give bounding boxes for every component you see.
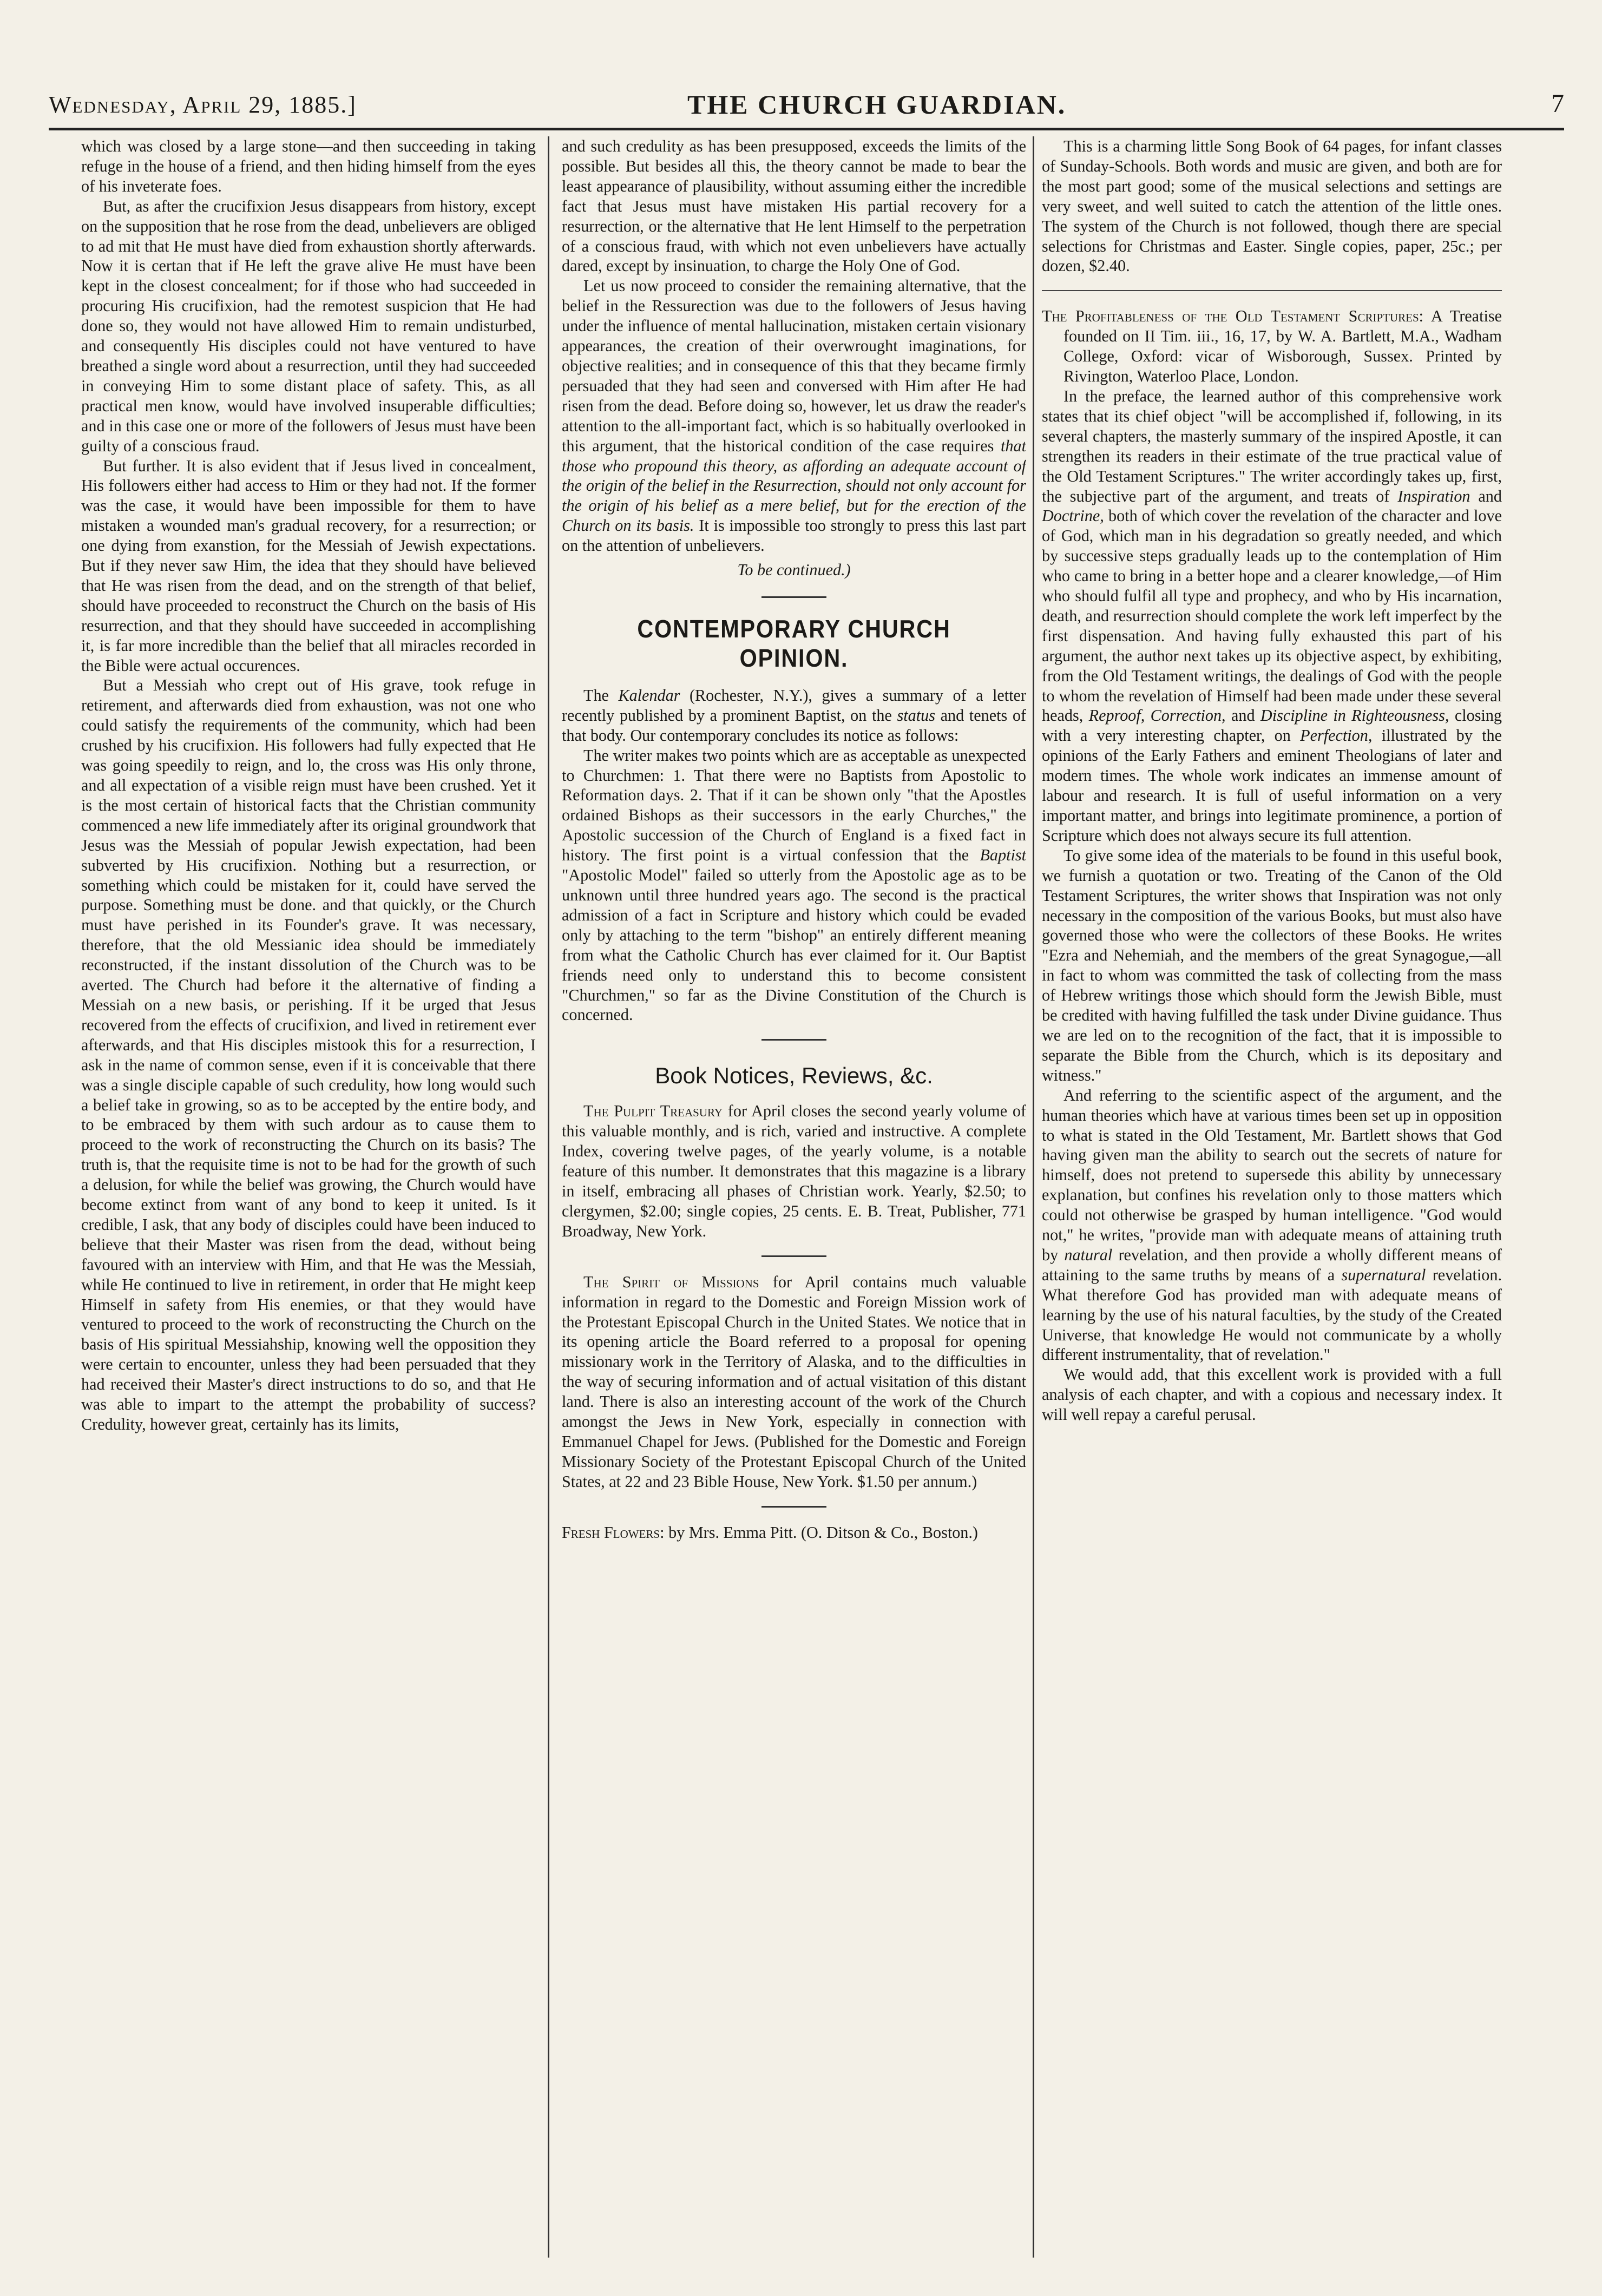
column-1	[81, 136, 536, 2266]
review-paragraph: In the preface, the learned author of this comprehensive work states that its chief object "will be accomplished if, following, in its several chapters, the masterly summary of the inspired Apostle, it can strengthen its readers in their estimate of the true practical value of the Old Testament Scriptures." The writer accordingly takes up, first, the subjective part of the argument, and treats of Inspiration and Doctrine, both of which cover the revelation of the character and love of God, which man in his degradation so greatly needed, and which by successive steps gradually leads up to the contemplation of Him who came to bring in a better hope and a clearer knowledge,—of Him who should fulfil all type and prophecy, and who by His incarnation, death, and resurrection should complete the work left imperfect by the first dispensation. And having fully exhausted this part of his argument, the author next takes up its objective aspect, by exhibiting, from the Old Testament writings, the dealings of God with the people to whom the revelation of Himself had been made under these several heads, Reproof, Correction, and Discipline in Righteousness, closing with a very interesting chapter, on Perfection, illustrated by the opinions of the Early Fathers and eminent Theologians of later and modern times. The whole work indicates an immense amount of labour and research. It is full of useful information on a very important matter, and brings into legitimate prominence, a portion of Scripture which does not always secure its full attention.	[1042, 386, 1502, 845]
header-rule	[49, 128, 1564, 130]
opinion-quote: The writer makes two points which are as acceptable as unexpected to Churchmen: 1. That there were no Baptists from Apostolic to Reformation days. 2. That if it can be shown only "that the Apostles ordained Bishops as their successors in the early Churches," the Apostolic succession of the Church of England is a fixed fact in history. The first point is a virtual confession that the Baptist "Apostolic Model" failed so utterly from the Apostolic age as to be unknown until three hundred years ago. The second is the practical admission of a fact in Scripture and history which could be evaded only by attaching to the term "bishop" an entirely different meaning from what the Catholic Church has ever claimed for it. Our Baptist friends need only to understand this to become consistent "Churchmen," so far as the Divine Constitution of the Church is concerned.	[562, 746, 1026, 1024]
column-divider	[1033, 136, 1034, 2258]
column-2	[562, 136, 1026, 2266]
article-paragraph: Let us now proceed to consider the remaining alternative, that the belief in the Ressurection was due to the followers of Jesus having under the influence of mental hallucination, mistaken certain visionary appearances, the creation of their overwrought imaginations, for objective realities; and in consequence of this that they became firmly persuaded that they had seen and conversed with Him after He had risen from the dead. Before doing so, however, let us draw the reader's attention to the all-important fact, which is so habitually overlooked in this argument, that the historical condition of the case requires that those who propound this theory, as affording an adequate account of the origin of the belief in the Resurrection, should not only account for the origin of his belief as a mere belief, but for the erection of the Church on its basis. It is impossible too strongly to press this last part on the attention of unbelievers.	[562, 277, 1026, 555]
section-heading-books: Book Notices, Reviews, &c.	[655, 1063, 933, 1089]
article-paragraph: But, as after the crucifixion Jesus disappears from history, except on the supposition that he rose from the dead, unbelievers are obliged to ad mit that He must have died from exhaustion shortly afterwards. Now it is certan that if He left the grave alive He must have been kept in the closest concealment; for if those who had succeeded in procuring His crucifixion, had the remotest suspicion that He had done so, they would not have allowed Him to remain undisturbed, and consequently His disciples could not have ventured to have breathed a single word about a resurrection, until they had succeeded in conveying Him to some distant place of safety. This, as all practical men know, would have involved insuperable difficulties; and in this case one or more of the followers of Jesus must have been guilty of a conscious fraud.	[81, 196, 536, 455]
issue-date: Wednesday, April 29, 1885.]	[49, 91, 357, 118]
book-notice-title: The Profitableness of the Old Testament Scriptures: A Treatise founded on II Tim. iii., 16, 17, by W. A. Bartlett, M.A., Wadham College, Oxford: vicar of Wisborough, Sussex. Printed by Rivington, Waterloo Place, London.	[1042, 307, 1502, 386]
article-paragraph: But a Messiah who crept out of His grave, took refuge in retirement, and afterwards died from exhaustion, was not one who could satisfy the requirements of the community, which had been crushed by his crucifixion. His followers had fully expected that He was going speedily to reign, and lo, the cross was His only throne, and all expectation of a visible reign must have been crushed. Yet it is the most certain of historical facts that the Christian community commenced a new life immediately after its original groundwork that Jesus was the Messiah of popular Jewish expectation, had been subverted by His crucifixion. Nothing but a resurrection, or something which could be mistaken for it, could have served the purpose. Something must be done. and that quickly, or the Church must have perished in its Founder's grave. It was necessary, therefore, that the old Messianic idea should be immediately reconstructed, if the instant dissolution of the Church was to be averted. The Church had before it the alternative of finding a Messiah on a new basis, or perishing. If it be urged that Jesus recovered from the effects of crucifixion, and lived in retirement ever afterwards, and that His disciples mistook this for a resurrection, I ask in the name of common sense, even if it is conceivable that there was a single disciple capable of such credulity, how long would such a belief take in growing, so as to be accepted by the entire body, and to be embraced by them with such ardour as to cause them to proceed to the work of reconstructing the Church on its basis? The truth is, that the requisite time is not to be had for the growth of such a delusion, for while the belief was growing, the Church would have become extinct from want of any bond to keep it united. Is it credible, I ask, that any body of disciples could have been induced to believe that their Master was risen from the dead, without being favoured with an interview with Him, and that He was the Messiah, while He continued to live in retirement, in order that He might keep Himself in safety from His enemies, or that they would have ventured to proceed to the work of reconstructing the Church on the basis of His spiritual Messiahship, knowing well the opposition they were certain to encounter, unless they had been persuaded that they had received their Master's direct instructions to do so, and that He was able to impart to the attempt the probability of success? Credulity, however great, certainly has its limits,	[81, 676, 536, 1433]
notice-rule	[761, 1506, 826, 1508]
section-rule	[761, 1039, 826, 1041]
notice-rule	[761, 1255, 826, 1257]
article-paragraph: But further. It is also evident that if Jesus lived in concealment, His followers either had access to Him or they had not. If the former was the case, it would have been impossible for them to have mistaken a wounded man's gradual recovery, for a resurrection; or one dying from exanstion, for the Messiah of Jewish expectations. But if they never saw Him, the idea that they should have believed that He was risen from the dead, and on the strength of that belief, should have proceeded to reconstruct the Church on the basis of His resurrection, and that they should have succeeded in accomplishing it, is far more incredible than the belief that all miracles recorded in the Bible were actual occurences.	[81, 456, 536, 675]
notice-rule	[1042, 290, 1502, 291]
review-paragraph: To give some idea of the materials to be found in this useful book, we furnish a quotation or two. Treating of the Canon of the Old Testament Scriptures, the writer shows that Inspiration was not only necessary in the composition of the various Books, but must also have governed those who were the collectors of these Books. He writes "Ezra and Nehemiah, and the members of the great Synagogue,—all in fact to whom was committed the task of collecting from the mass of Hebrew writings those which should form the Jewish Bible, must be credited with having fulfilled the task under Divine guidance. Thus we are led on to the recognition of the fact, that it is impossible to separate the Bible from the Church, which is its depositary and witness."	[1042, 846, 1502, 1084]
review-paragraph: We would add, that this excellent work is provided with a full analysis of each chapter, and with a copious and necessary index. It will well repay a careful perusal.	[1042, 1365, 1502, 1424]
article-paragraph: and such credulity as has been presupposed, exceeds the limits of the possible. But besides all this, the theory cannot be made to bear the least appearance of plausibility, without assuming either the incredible fact that Jesus must have mistaken His partial recovery for a resurrection, or the alternative that He lent Himself to the perpetration of a conscious fraud, with which not even unbelievers have actually dared, except by insinuation, to charge the Holy One of God.	[562, 137, 1026, 275]
section-heading-opinion: CONTEMPORARY CHURCH OPINION.	[637, 614, 951, 672]
to-be-continued: To be continued.)	[737, 561, 851, 580]
book-notice: Fresh Flowers: by Mrs. Emma Pitt. (O. Ditson & Co., Boston.)	[562, 1523, 978, 1542]
page-header	[49, 81, 1564, 130]
book-notice: The Spirit of Missions for April contains much valuable information in regard to the Domestic and Foreign Mission work of the Protestant Episcopal Church in the United States. We notice that in its opening article the Board referred to a proposal for opening missionary work in the Territory of Alaska, and to the difficulties in the way of securing information and of actual visitation of this distant land. There is also an interesting account of the work of the Church amongst the Jews in New York, especially in connection with Emmanuel Chapel for Jews. (Published for the Domestic and Foreign Missionary Society of the Protestant Episcopal Church of the United States, at 22 and 23 Bible House, New York. $1.50 per annum.)	[562, 1272, 1026, 1491]
opinion-paragraph: The Kalendar (Rochester, N.Y.), gives a summary of a letter recently published by a prominent Baptist, on the status and tenets of that body. Our contemporary concludes its notice as follows:	[562, 686, 1026, 745]
book-notice: This is a charming little Song Book of 64 pages, for infant classes of Sunday-Schools. Both words and music are given, and both are for the most part good; some of the musical selections and settings are very sweet, and well suited to catch the attention of the little ones. The system of the Church is not followed, though there are special selections for Christmas and Easter. Single copies, paper, 25c.; per dozen, $2.40.	[1042, 137, 1502, 275]
newspaper-title: THE CHURCH GUARDIAN.	[687, 89, 1067, 120]
book-notice: The Pulpit Treasury for April closes the second yearly volume of this valuable monthly, and is rich, varied and instructive. A complete Index, covering twelve pages, of the yearly volume, is a notable feature of this number. It demonstrates that this magazine is a library in itself, embracing all phases of Christian work. Yearly, $2.50; to clergymen, $2.00; single copies, 25 cents. E. B. Treat, Publisher, 771 Broadway, New York.	[562, 1102, 1026, 1240]
article-paragraph: which was closed by a large stone—and then succeeding in taking refuge in the house of a friend, and then hiding himself from the eyes of his inveterate foes.	[81, 137, 536, 195]
page-number: 7	[1551, 89, 1564, 118]
section-rule	[761, 596, 826, 598]
review-paragraph: And referring to the scientific aspect of the argument, and the human theories which have at various times been set up in opposition to what is stated in the Old Testament, Mr. Bartlett shows that God having given man the ability to search out the secrets of nature for himself, does not pretend to supersede this ability by unnecessary explanation, but confines his revelation only to those matters which could not otherwise be grasped by human intelligence. "God would not," he writes, "provide man with adequate means of attaining truth by natural revelation, and then provide a wholly different means of attaining to the same truths by means of a supernatural revelation. What therefore God has provided man with adequate means of learning by the use of his natural faculties, by the study of the Created Universe, that knowledge He would not communicate by a wholly different instrumentality, that of revelation."	[1042, 1085, 1502, 1364]
column-3	[1042, 136, 1502, 2266]
column-divider	[548, 136, 549, 2258]
